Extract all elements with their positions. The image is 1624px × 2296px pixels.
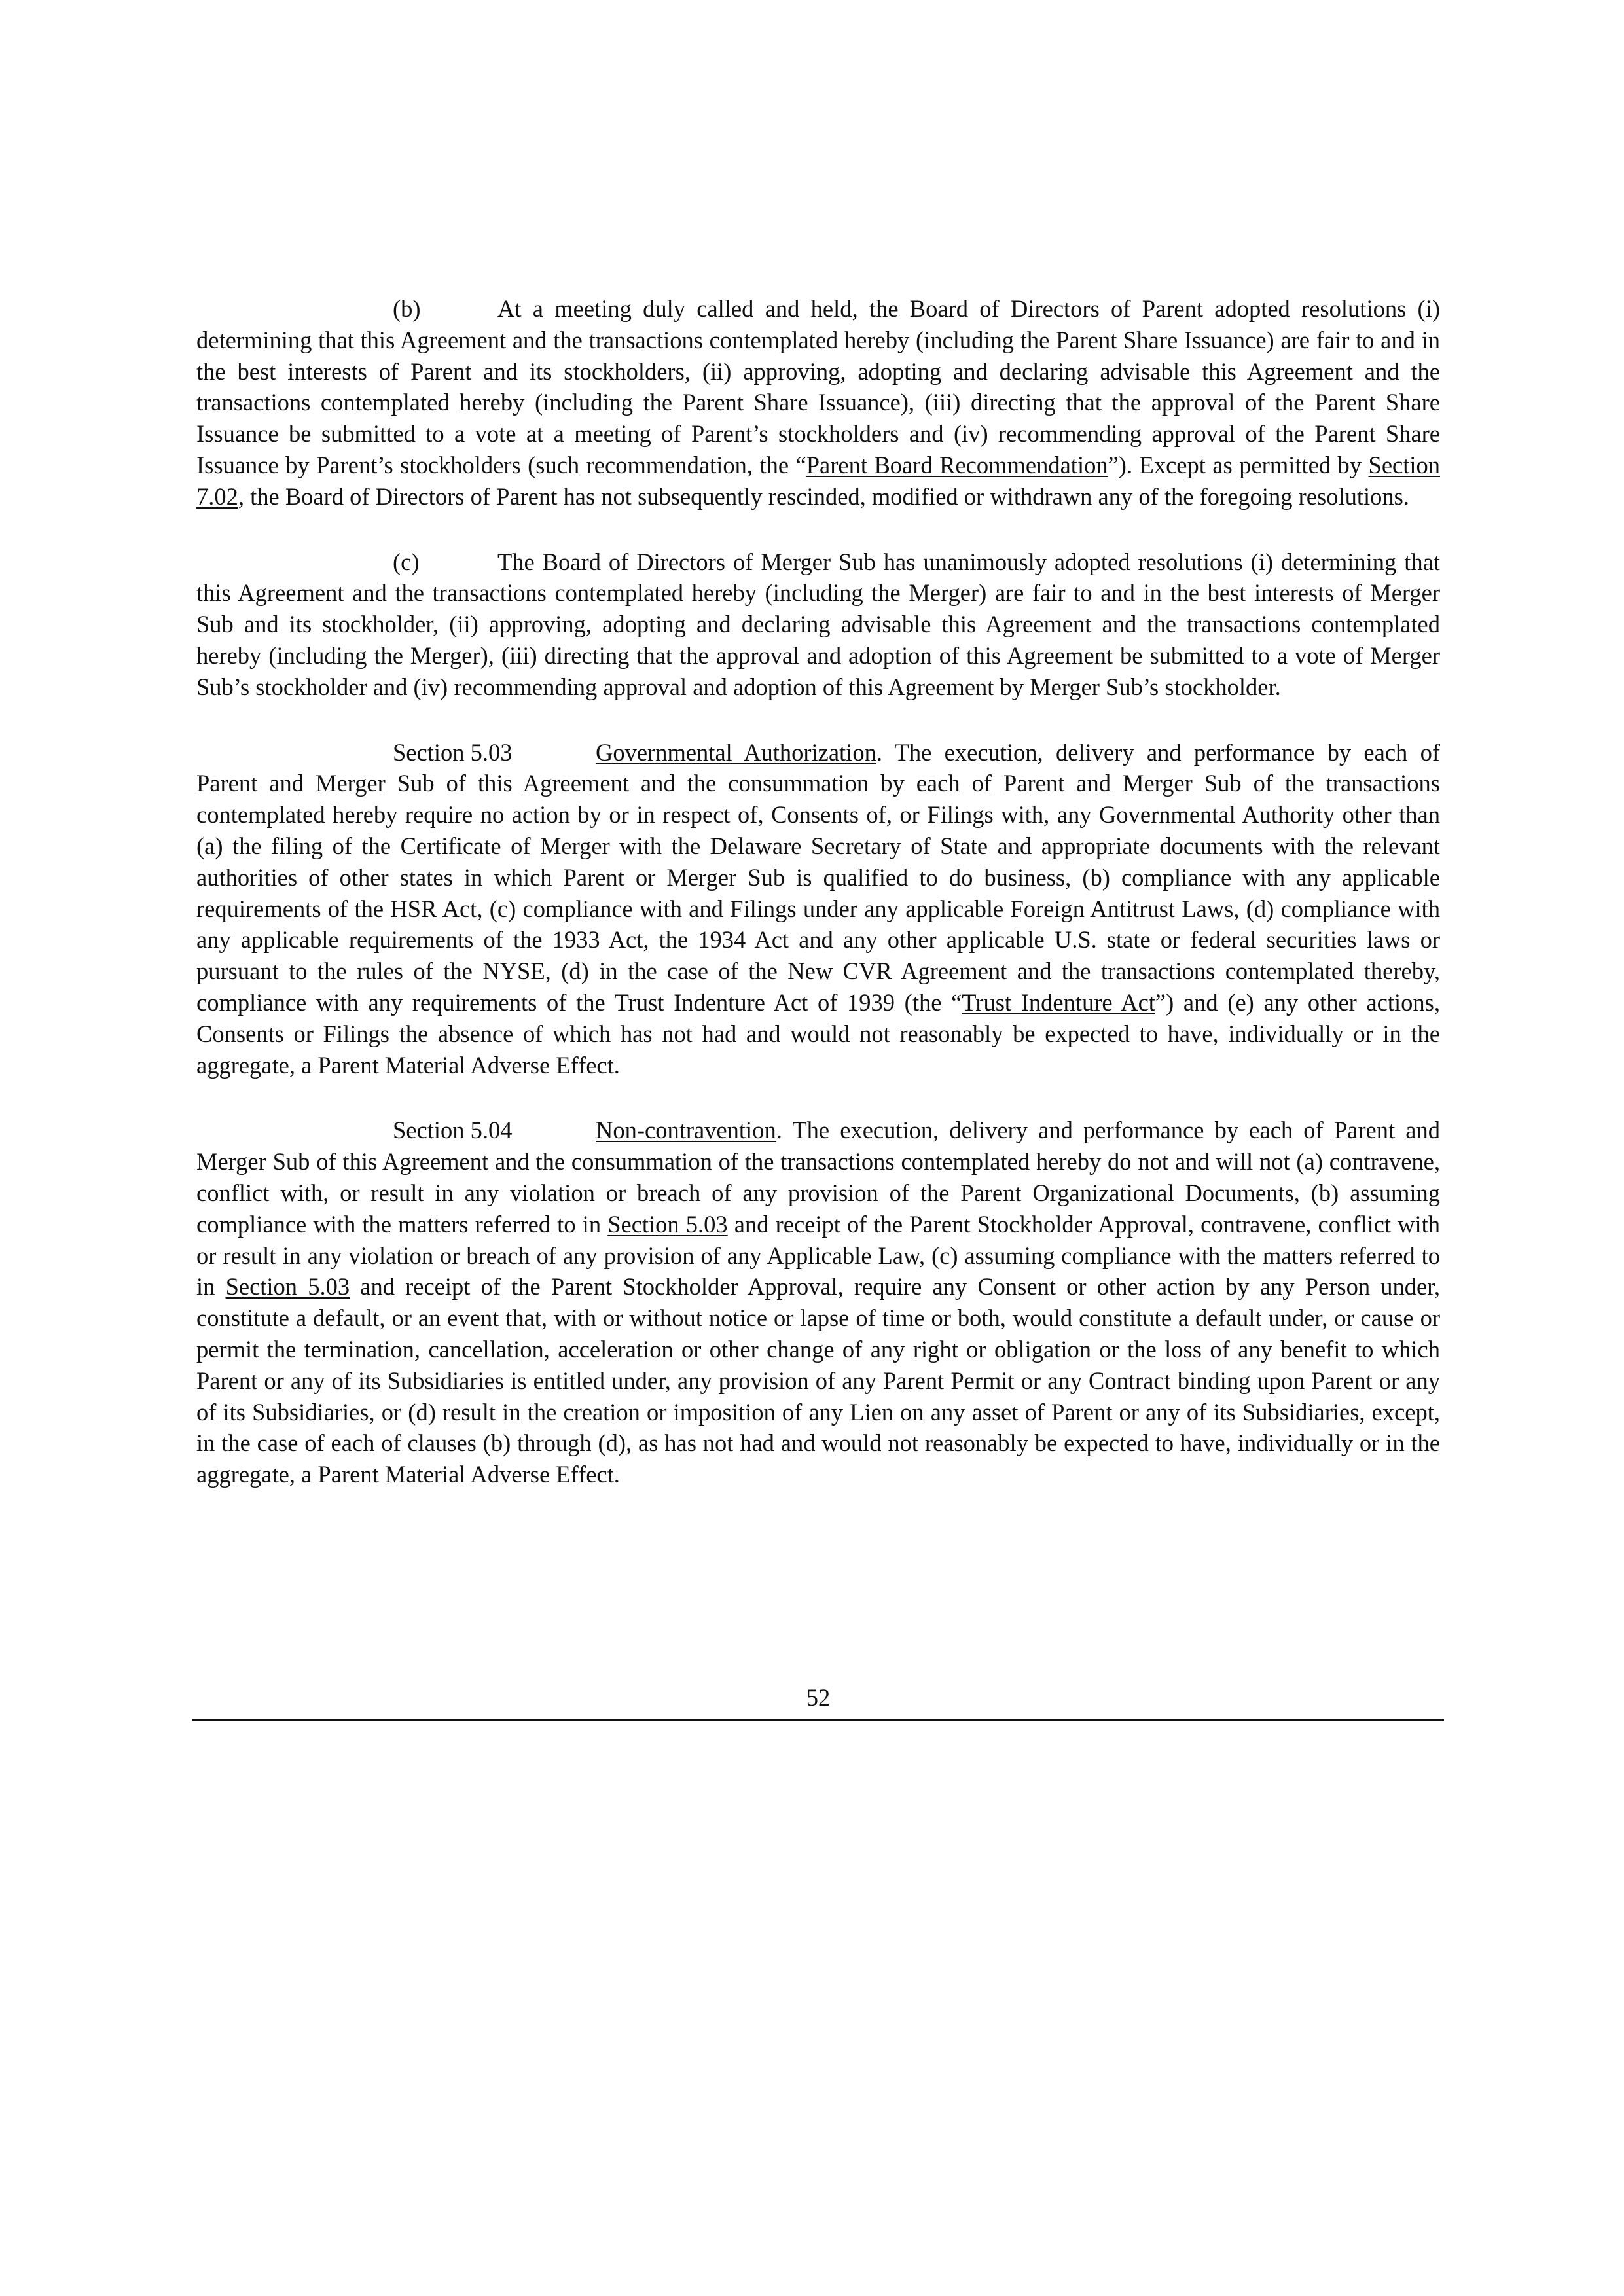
paragraph-text: . The execution, delivery and performance by each of Parent and Merger Sub of this Agreement and the consummation by each of Parent and Merger Sub of the transactions contemplated hereby require no action by or in respect of, Consents of, or Filings with, any Governmental Authority other than (a) the filing of the Certificate of Merger with the Delaware Secretary of State and appropriate documents with the relevant authorities of other states in which Parent or Merger Sub is qualified to do business, (b) compliance with any applicable requirements of the HSR Act, (c) compliance with and Filings under any applicable Foreign Antitrust Laws, (d) compliance with any applicable requirements of the 1933 Act, the 1934 Act and any other applicable U.S. state or federal securities laws or pursuant to the rules of the NYSE, (d) in the case of the New CVR Agreement and the transactions contemplated thereby, compliance with any requirements of the Trust Indenture Act of 1939 (the “ bbox=[196, 738, 1440, 1016]
page-footer bbox=[192, 1683, 1444, 1721]
paragraph-text: At a meeting duly called and held, the Board of Directors of Parent adopted resolutions (i) determining that this Agreement and the transactions contemplated hereby (including the Parent Share Issuance) are fair to and in the best interests of Parent and its stockholders, (ii) approving, adopting and declaring advisable this Agreement and the transactions contemplated hereby (including the Parent Share Issuance), (iii) directing that the approval of the Parent Share Issuance be submitted to a vote at a meeting of Parent’s stockholders and (iv) recommending approval of the Parent Share Issuance by Parent’s stockholders (such recommendation, the “ bbox=[196, 295, 1440, 478]
document-body bbox=[196, 293, 1440, 1524]
paragraph-text: and receipt of the Parent Stockholder Approval, require any Consent or other action by any Person under, constitute a default, or an event that, with or without notice or lapse of time or both, would constitute a default under, or cause or permit the termination, cancellation, acceleration or other change of any right or obligation or the loss of any benefit to which Parent or any of its Subsidiaries is entitled under, any provision of any Parent Permit or any Contract binding upon Parent or any of its Subsidiaries, or (d) result in the creation or imposition of any Lien on any asset of Parent or any of its Subsidiaries, except, in the case of each of clauses (b) through (d), as has not had and would not reasonably be expected to have, individually or in the aggregate, a Parent Material Adverse Effect. bbox=[196, 1273, 1440, 1488]
section-reference-5-03: Section 5.03 bbox=[607, 1210, 728, 1238]
paragraph-text: The Board of Directors of Merger Sub has unanimously adopted resolutions (i) determining that this Agreement and the transactions contemplated hereby (including the Merger) are fair to and in the best interests of Merger Sub and its stockholder, (ii) approving, adopting and declaring advisable this Agreement and the transactions contemplated hereby (including the Merger), (iii) directing that the approval and adoption of this Agreement be submitted to a vote of Merger Sub’s stockholder and (iv) recommending approval and adoption of this Agreement by Merger Sub’s stockholder. bbox=[196, 548, 1440, 700]
section-5-04 bbox=[196, 1115, 1440, 1490]
page-number: 52 bbox=[806, 1684, 831, 1711]
section-reference-5-03: Section 5.03 bbox=[225, 1273, 350, 1300]
paragraph-c bbox=[196, 547, 1440, 703]
subsection-label: (c) bbox=[393, 548, 420, 575]
paragraph-text: . The execution, delivery and performance by each of Parent and Merger Sub of this Agreement and the consummation of the transactions contemplated hereby do not and will not (a) contravene, conflict with, or result in any violation or breach of any provision of the Parent Organizational Documents, (b) assuming compliance with the matters referred to in bbox=[196, 1117, 1440, 1238]
section-5-03 bbox=[196, 737, 1440, 1081]
paragraph-text: and receipt of the Parent Stockholder Approval, contravene, conflict with or result in any violation or breach of any provision of any Applicable Law, (c) assuming compliance with the matters referred to in bbox=[196, 1210, 1440, 1300]
defined-term-trust-indenture-act: Trust Indenture Act bbox=[962, 988, 1155, 1016]
paragraph-b bbox=[196, 293, 1440, 512]
section-number: Section 5.03 bbox=[393, 738, 513, 766]
section-heading: Non-contravention bbox=[596, 1117, 776, 1144]
section-heading: Governmental Authorization bbox=[596, 738, 876, 766]
section-reference-7-02: Section 7.02 bbox=[196, 451, 1440, 510]
paragraph-text: ”). Except as permitted by bbox=[1108, 451, 1369, 478]
section-number: Section 5.04 bbox=[393, 1117, 513, 1144]
paragraph-text: ”) and (e) any other actions, Consents or Filings the absence of which has not had and would not reasonably be expected to have, individually or in the aggregate, a Parent Material Adverse Effect. bbox=[196, 988, 1440, 1079]
footer-rule bbox=[192, 1719, 1444, 1721]
paragraph-text: , the Board of Directors of Parent has not subsequently rescinded, modified or withdrawn any of the foregoing resolutions. bbox=[238, 482, 1409, 510]
defined-term-parent-board-recommendation: Parent Board Recommendation bbox=[806, 451, 1108, 478]
subsection-label: (b) bbox=[393, 295, 421, 322]
